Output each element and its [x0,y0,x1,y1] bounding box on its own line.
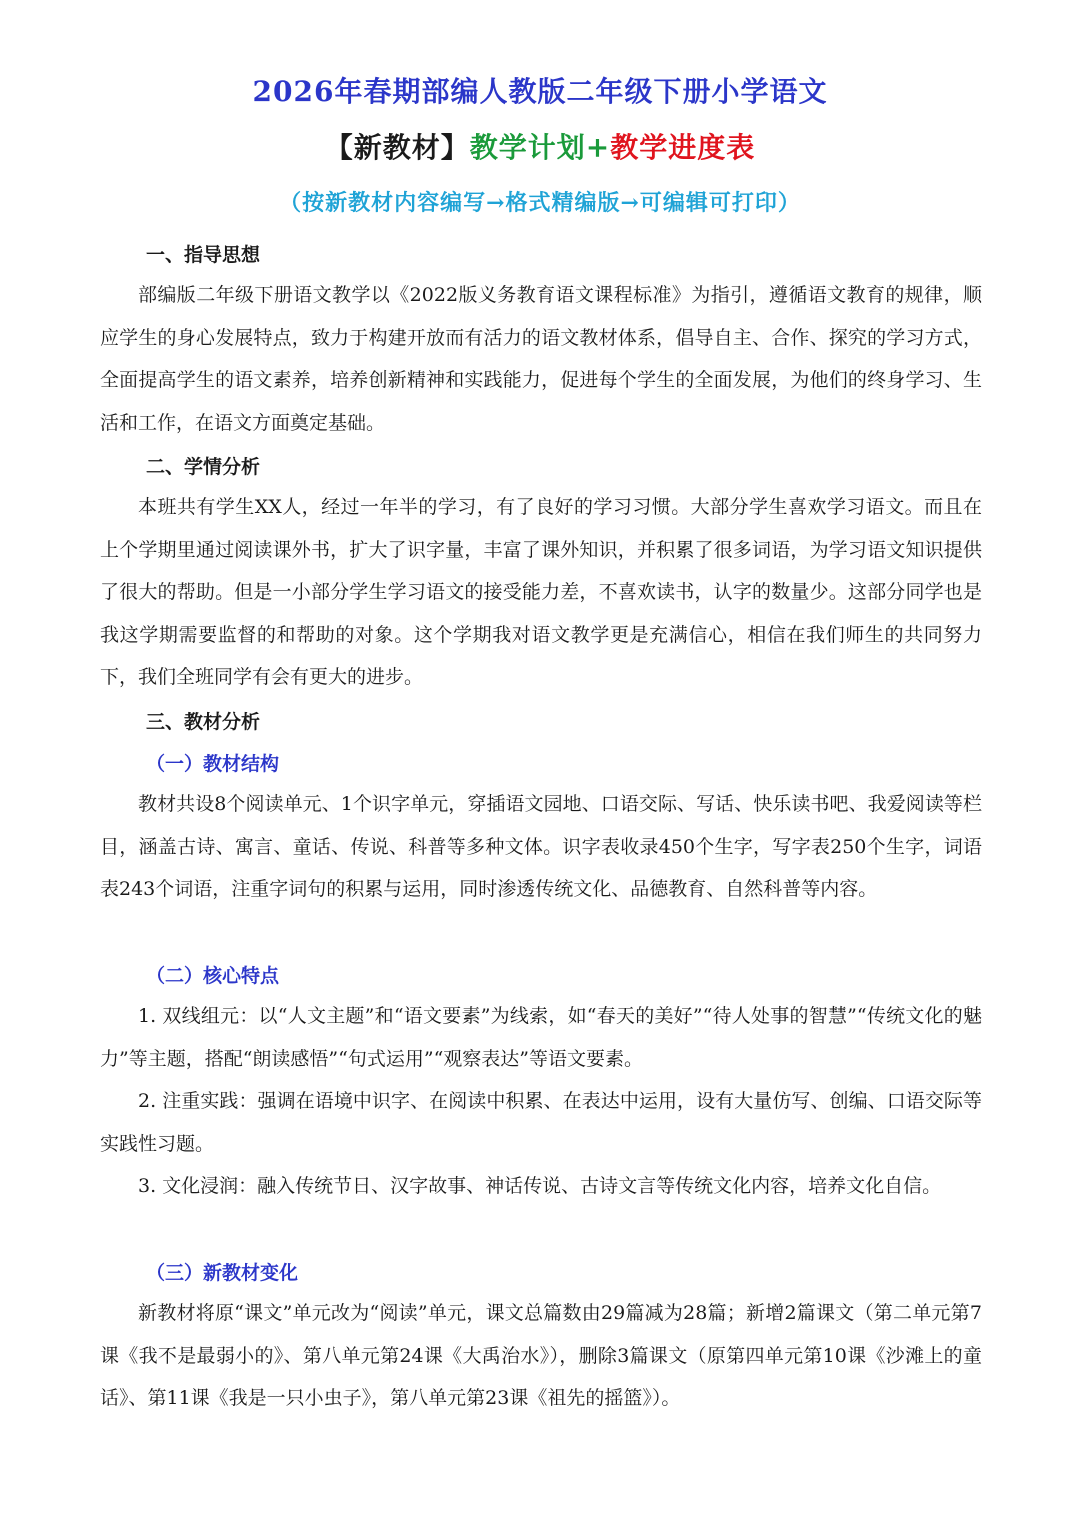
paragraph-feature-dual-line: 1. 双线组元：以“人文主题”和“语文要素”为线索，如“春天的美好”“待人处事的智慧”“传统文化的魅力”等主题，搭配“朗读感悟”“句式运用”“观察表达”等语文要素。 [100,1005,982,1070]
title-plan-label: 教学计划+ [469,131,611,164]
subheading-core-features: （二）核心特点 [146,965,280,987]
paragraph-guiding-thought: 部编版二年级下册语文教学以《2022版义务教育语文课程标准》为指引，遵循语文教育的规律，顺应学生的身心发展特点，致力于构建开放而有活力的语文教材体系，倡导自主、合作、探究的学习方式，全面提高学生的语文素养，培养创新精神和实践能力，促进每个学生的全面发展，为他们的终身学习、生活和工作，在语文方面奠定基础。 [100,284,982,434]
title-bracket-label: 【新教材】 [324,131,470,164]
paragraph-feature-culture: 3. 文化浸润：融入传统节日、汉字故事、神话传说、古诗文言等传统文化内容，培养文化自信。 [138,1175,942,1197]
subheading-new-textbook-changes: （三）新教材变化 [146,1262,299,1284]
section-heading-guiding-thought: 一、指导思想 [146,244,261,266]
title-schedule-label: 教学进度表 [610,131,756,164]
paragraph-textbook-structure: 教材共设8个阅读单元、1个识字单元，穿插语文园地、口语交际、写话、快乐读书吧、我爱阅读等栏目，涵盖古诗、寓言、童话、传说、科普等多种文体。识字表收录450个生字，写字表250个生字，词语表243个词语，注重字词句的积累与运用，同时渗透传统文化、品德教育、自然科普等内容。 [100,793,982,900]
document-title: 2026年春期部编人教版二年级下册小学语文 [252,75,828,108]
document-title-line2 [0,126,1080,166]
section-heading-textbook-analysis: 三、教材分析 [146,711,261,733]
subheading-textbook-structure: （一）教材结构 [146,753,280,775]
paragraph-new-textbook-changes: 新教材将原“课文”单元改为“阅读”单元，课文总篇数由29篇减为28篇；新增2篇课文（第二单元第7课《我不是最弱小的》、第八单元第24课《大禹治水》），删除3篇课文（原第四单元第10课《沙滩上的童话》、第11课《我是一只小虫子》，第八单元第23课《祖先的摇篮》）。 [100,1302,982,1409]
paragraph-feature-practice: 2. 注重实践：强调在语境中识字、在阅读中积累、在表达中运用，设有大量仿写、创编、口语交际等实践性习题。 [100,1090,982,1155]
paragraph-student-analysis: 本班共有学生XX人，经过一年半的学习，有了良好的学习习惯。大部分学生喜欢学习语文。而且在上个学期里通过阅读课外书，扩大了识字量，丰富了课外知识，并积累了很多词语，为学习语文知识提供了很大的帮助。但是一小部分学生学习语文的接受能力差，不喜欢读书，认字的数量少。这部分同学也是我这学期需要监督的和帮助的对象。这个学期我对语文教学更是充满信心，相信在我们师生的共同努力下，我们全班同学有会有更大的进步。 [100,496,982,688]
section-heading-student-analysis: 二、学情分析 [146,456,261,478]
document-subtitle: （按新教材内容编写→格式精编版→可编辑可打印） [279,190,801,216]
